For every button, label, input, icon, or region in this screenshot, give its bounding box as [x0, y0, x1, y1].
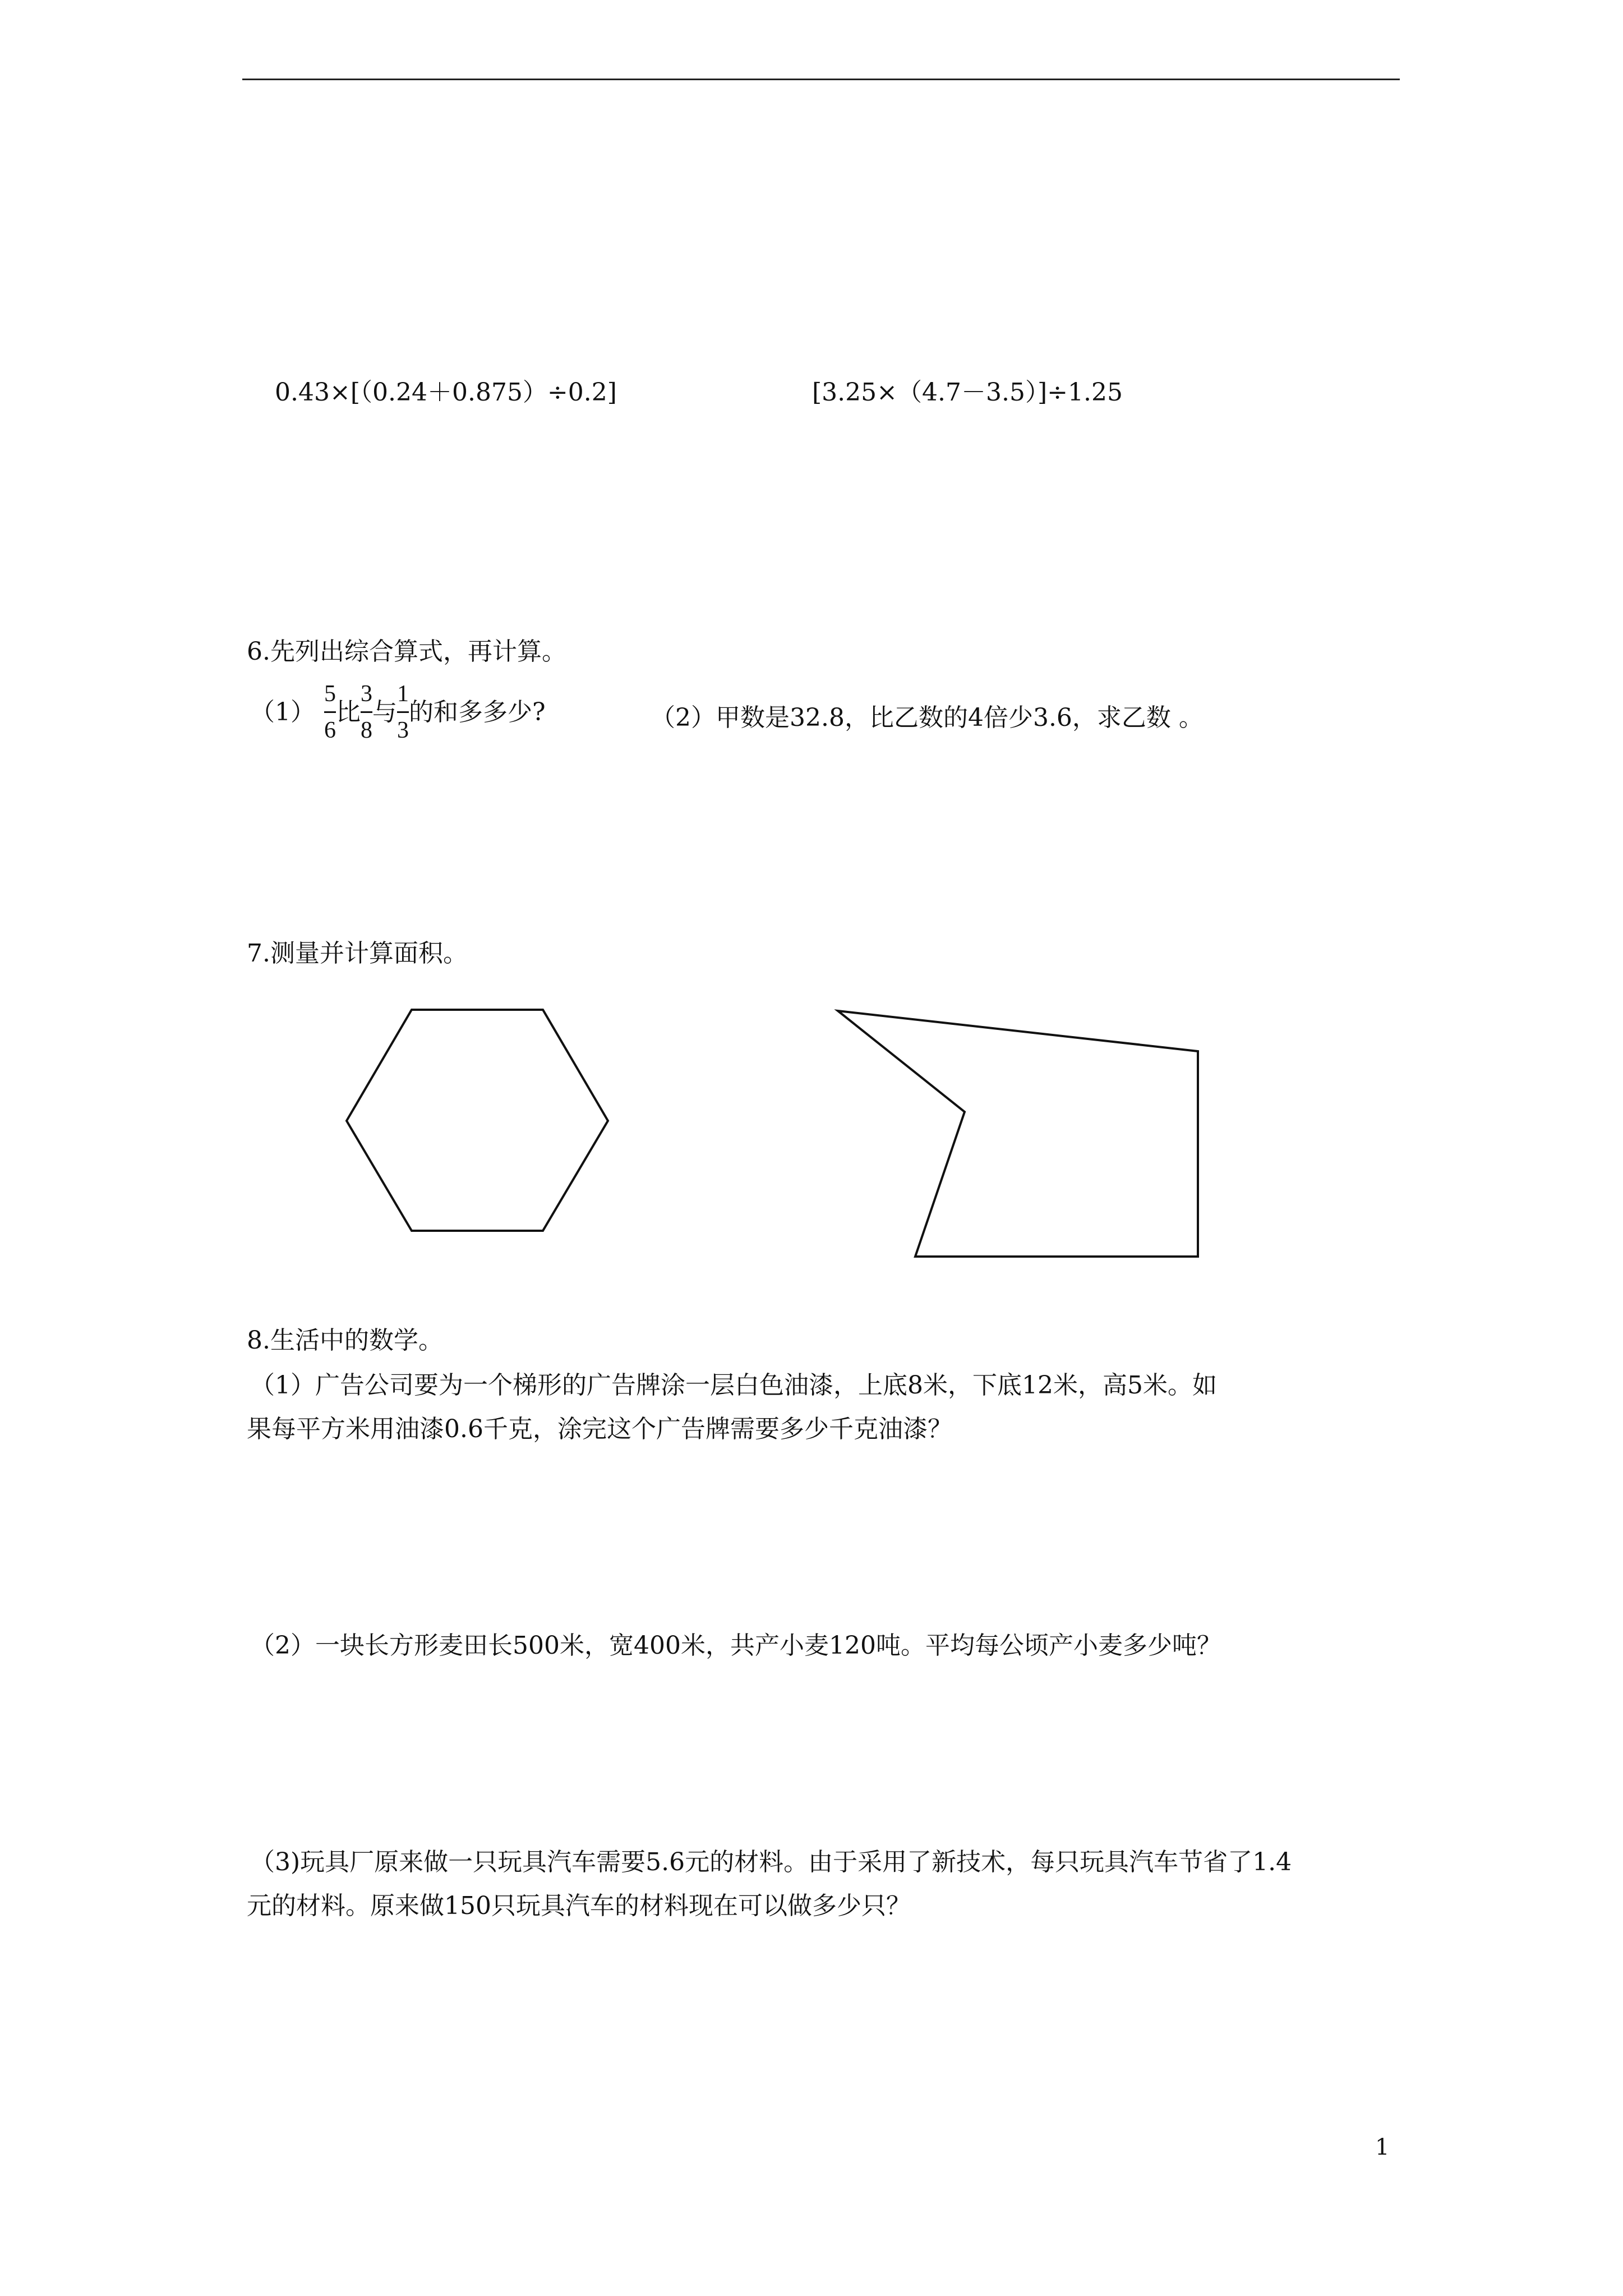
question-8-title: 8.生活中的数学。	[247, 1326, 443, 1355]
question-7-title: 7.测量并计算面积。	[247, 939, 468, 968]
expression-1: 0.43×[（0.24＋0.875）÷0.2]	[275, 378, 617, 407]
word-bi: 比	[336, 697, 361, 726]
question-8-part-1-line-1: （1）广告公司要为一个梯形的广告牌涂一层白色油漆，上底8米，下底12米，高5米。如	[250, 1371, 1217, 1400]
question-8-part-2: （2）一块长方形麦田长500米，宽400米，共产小麦120吨。平均每公顷产小麦多少吨？	[250, 1631, 1221, 1660]
hexagon-shape	[347, 1010, 608, 1231]
expression-2: [3.25×（4.7－3.5）]÷1.25	[812, 378, 1123, 407]
fraction-denominator: 8	[361, 717, 372, 743]
irregular-pentagon-shape	[838, 1011, 1198, 1257]
question-8-part-3-line-2: 元的材料。原来做150只玩具汽车的材料现在可以做多少只？	[247, 1892, 911, 1920]
question-6-title: 6.先列出综合算式，再计算。	[247, 637, 566, 666]
part-1-suffix: 的和多多少?	[409, 697, 546, 726]
fraction-numerator: 3	[361, 681, 372, 707]
fraction-denominator: 3	[397, 717, 409, 743]
question-8-part-3-line-1: （3)玩具厂原来做一只玩具汽车需要5.6元的材料。由于采用了新技术，每只玩具汽车节省了1.4	[250, 1848, 1292, 1876]
page-number: 1	[1375, 2134, 1390, 2160]
fraction-denominator: 6	[324, 717, 336, 743]
fraction-numerator: 5	[324, 681, 336, 707]
question-6-part-2: （2）甲数是32.8，比乙数的4倍少3.6，求乙数 。	[651, 703, 1204, 732]
question-8-part-1-line-2: 果每平方米用油漆0.6千克，涂完这个广告牌需要多少千克油漆？	[247, 1415, 952, 1443]
word-yu: 与	[372, 697, 397, 726]
part-1-prefix: （1）	[250, 697, 315, 726]
fraction-numerator: 1	[397, 681, 409, 707]
